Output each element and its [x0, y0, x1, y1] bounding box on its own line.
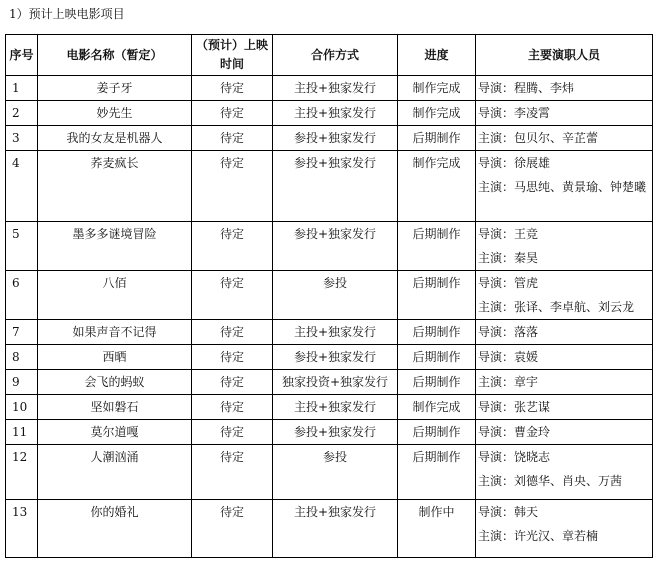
cast-cell	[476, 445, 653, 500]
cast-line: 主演：许光汉、章若楠	[478, 529, 599, 543]
cast-line: 主演：马思纯、黄景瑜、钟楚曦	[478, 180, 647, 194]
release-date: 待定	[192, 445, 273, 500]
cast-cell	[476, 320, 653, 345]
row-number: 8	[6, 345, 38, 370]
release-date: 待定	[192, 101, 273, 126]
table-row	[6, 76, 653, 101]
cooperation-mode: 主投+独家发行	[273, 500, 398, 558]
release-date: 待定	[192, 500, 273, 558]
row-number: 5	[6, 222, 38, 271]
table-row	[6, 320, 653, 345]
film-name: 妙先生	[38, 101, 192, 126]
release-date: 待定	[192, 320, 273, 345]
cast-cell	[476, 345, 653, 370]
cast-line: 主演：章宇	[478, 375, 539, 389]
cast-cell	[476, 500, 653, 558]
cooperation-mode: 主投+独家发行	[273, 101, 398, 126]
release-date: 待定	[192, 271, 273, 320]
progress-status: 后期制作	[398, 271, 476, 320]
cast-cell	[476, 126, 653, 151]
row-number: 2	[6, 101, 38, 126]
row-number: 9	[6, 370, 38, 395]
film-name: 荞麦疯长	[38, 151, 192, 222]
cast-cell	[476, 370, 653, 395]
cast-cell	[476, 76, 653, 101]
cast-line: 主演：秦昊	[478, 251, 539, 265]
progress-status: 制作完成	[398, 101, 476, 126]
film-name: 会飞的蚂蚁	[38, 370, 192, 395]
release-date: 待定	[192, 370, 273, 395]
release-date: 待定	[192, 345, 273, 370]
cast-line: 导演：王竞	[478, 227, 539, 241]
cast-line: 导演：李凌霄	[478, 106, 551, 120]
header-no: 序号	[6, 35, 38, 76]
cast-line: 导演：落落	[478, 325, 539, 339]
progress-status: 制作中	[398, 500, 476, 558]
film-name: 莫尔道嘎	[38, 420, 192, 445]
cast-line: 主演：包贝尔、辛芷蕾	[478, 131, 599, 145]
table-header-row	[6, 35, 653, 76]
release-date: 待定	[192, 76, 273, 101]
cooperation-mode: 参投+独家发行	[273, 420, 398, 445]
progress-status: 后期制作	[398, 370, 476, 395]
release-date: 待定	[192, 151, 273, 222]
table-row	[6, 222, 653, 271]
film-name: 西晒	[38, 345, 192, 370]
header-name: 电影名称（暂定）	[38, 35, 192, 76]
cast-line: 导演：饶晓志	[478, 450, 551, 464]
table-row	[6, 345, 653, 370]
cooperation-mode: 参投	[273, 445, 398, 500]
progress-status: 制作完成	[398, 395, 476, 420]
header-cast: 主要演职人员	[476, 35, 653, 76]
table-row	[6, 395, 653, 420]
cast-cell	[476, 395, 653, 420]
cast-cell	[476, 151, 653, 222]
table-row	[6, 500, 653, 558]
section-title: 1）预计上映电影项目	[9, 7, 125, 21]
release-date: 待定	[192, 222, 273, 271]
row-number: 6	[6, 271, 38, 320]
cast-line: 主演：张译、李卓航、刘云龙	[478, 300, 635, 314]
progress-status: 制作完成	[398, 76, 476, 101]
cast-line: 导演：管虎	[478, 276, 539, 290]
film-name: 我的女友是机器人	[38, 126, 192, 151]
table-row	[6, 151, 653, 222]
row-number: 4	[6, 151, 38, 222]
cast-cell	[476, 101, 653, 126]
row-number: 13	[6, 500, 38, 558]
table-row	[6, 101, 653, 126]
film-name: 坚如磐石	[38, 395, 192, 420]
cooperation-mode: 参投+独家发行	[273, 345, 398, 370]
cooperation-mode: 主投+独家发行	[273, 320, 398, 345]
row-number: 1	[6, 76, 38, 101]
row-number: 7	[6, 320, 38, 345]
film-projects-table	[5, 34, 653, 558]
header-date-line2: 时间	[219, 57, 244, 71]
cast-cell	[476, 271, 653, 320]
cooperation-mode: 参投	[273, 271, 398, 320]
progress-status: 后期制作	[398, 320, 476, 345]
cast-line: 导演：韩天	[478, 505, 539, 519]
cooperation-mode: 参投+独家发行	[273, 151, 398, 222]
table-row	[6, 445, 653, 500]
cast-line: 主演：刘德华、肖央、万茜	[478, 474, 623, 488]
table-row	[6, 370, 653, 395]
cast-cell	[476, 420, 653, 445]
progress-status: 后期制作	[398, 222, 476, 271]
film-name: 你的婚礼	[38, 500, 192, 558]
cooperation-mode: 独家投资+独家发行	[273, 370, 398, 395]
cooperation-mode: 参投+独家发行	[273, 222, 398, 271]
table-row	[6, 420, 653, 445]
film-name: 人潮汹涌	[38, 445, 192, 500]
progress-status: 后期制作	[398, 445, 476, 500]
cooperation-mode: 主投+独家发行	[273, 76, 398, 101]
header-date-line1: （预计）上映	[195, 38, 268, 52]
film-name: 墨多多谜境冒险	[38, 222, 192, 271]
table-row	[6, 271, 653, 320]
progress-status: 制作完成	[398, 151, 476, 222]
cast-line: 导演：张艺谋	[478, 400, 551, 414]
row-number: 12	[6, 445, 38, 500]
cast-cell	[476, 222, 653, 271]
header-mode: 合作方式	[273, 35, 398, 76]
header-date	[192, 35, 273, 76]
progress-status: 后期制作	[398, 420, 476, 445]
cast-line: 导演：徐展雄	[478, 156, 551, 170]
row-number: 10	[6, 395, 38, 420]
progress-status: 后期制作	[398, 345, 476, 370]
film-name: 八佰	[38, 271, 192, 320]
table-body	[6, 76, 653, 558]
cast-line: 导演：曹金玲	[478, 425, 551, 439]
row-number: 11	[6, 420, 38, 445]
cast-line: 导演：程腾、李炜	[478, 81, 575, 95]
cast-line: 导演：袁媛	[478, 350, 539, 364]
film-name: 如果声音不记得	[38, 320, 192, 345]
release-date: 待定	[192, 420, 273, 445]
cooperation-mode: 主投+独家发行	[273, 395, 398, 420]
cooperation-mode: 参投+独家发行	[273, 126, 398, 151]
header-progress: 进度	[398, 35, 476, 76]
release-date: 待定	[192, 126, 273, 151]
release-date: 待定	[192, 395, 273, 420]
table-row	[6, 126, 653, 151]
row-number: 3	[6, 126, 38, 151]
progress-status: 后期制作	[398, 126, 476, 151]
film-name: 姜子牙	[38, 76, 192, 101]
